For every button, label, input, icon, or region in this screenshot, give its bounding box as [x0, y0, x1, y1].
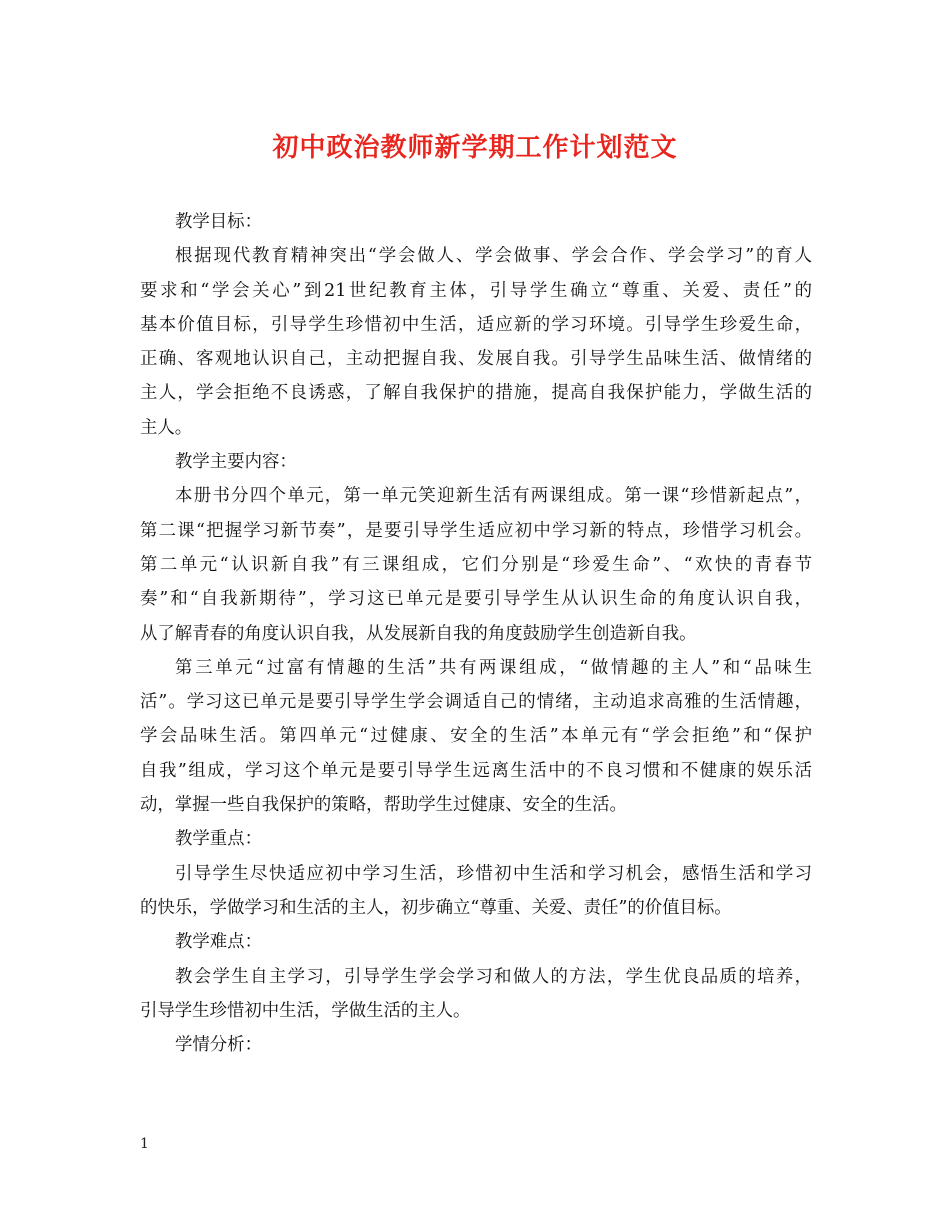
paragraph-line: 本册书分四个单元，第一单元笑迎新生活有两课组成。第一课“珍惜新起点”， — [175, 486, 812, 507]
document-body — [140, 205, 812, 1062]
paragraph-line: 主人，学会拒绝不良诱惑，了解自我保护的措施，提高自我保护能力，学做生活的 — [140, 383, 812, 404]
heading-key-points: 教学重点： — [175, 829, 262, 850]
paragraph-line: 引导学生珍惜初中生活，学做生活的主人。 — [140, 1000, 471, 1021]
document-title: 初中政治教师新学期工作计划范文 — [272, 133, 678, 163]
page-number: 1 — [140, 1136, 149, 1152]
paragraph-line: 动，掌握一些自我保护的策略，帮助学生过健康、安全的生活。 — [140, 795, 627, 816]
paragraph-line: 要求和“学会关心”到21世纪教育主体，引导学生确立“尊重、关爱、责任”的 — [140, 280, 812, 301]
heading-learning-analysis: 学情分析： — [175, 1035, 262, 1056]
paragraph-line: 的快乐，学做学习和生活的主人，初步确立“尊重、关爱、责任”的价值目标。 — [140, 897, 732, 918]
paragraph-line: 从了解青春的角度认识自我，从发展新自我的角度鼓励学生创造新自我。 — [140, 623, 697, 644]
paragraph-line: 基本价值目标，引导学生珍惜初中生活，适应新的学习环境。引导学生珍爱生命， — [140, 314, 812, 335]
paragraph-line: 自我”组成，学习这个单元是要引导学生远离生活中的不良习惯和不健康的娱乐活 — [140, 760, 812, 781]
paragraph-line: 学会品味生活。第四单元“过健康、安全的生活”本单元有“学会拒绝”和“保护 — [140, 726, 812, 747]
paragraph-line: 第三单元“过富有情趣的生活”共有两课组成，“做情趣的主人”和“品味生 — [175, 657, 812, 678]
paragraph-line: 活”。学习这已单元是要引导学生学会调适自己的情绪，主动追求高雅的生活情趣， — [140, 692, 812, 713]
paragraph-line: 正确、客观地认识自己，主动把握自我、发展自我。引导学生品味生活、做情绪的 — [140, 349, 812, 370]
paragraph-line: 引导学生尽快适应初中学习生活，珍惜初中生活和学习机会，感悟生活和学习 — [175, 863, 812, 884]
paragraph-line: 根据现代教育精神突出“学会做人、学会做事、学会合作、学会学习”的育人 — [175, 246, 812, 267]
paragraph-line: 第二课“把握学习新节奏”，是要引导学生适应初中学习新的特点，珍惜学习机会。 — [140, 520, 812, 541]
paragraph-line: 主人。 — [140, 417, 193, 438]
paragraph-line: 奏”和“自我新期待”，学习这已单元是要引导学生从认识生命的角度认识自我， — [140, 589, 812, 610]
heading-difficult-points: 教学难点： — [175, 932, 262, 953]
paragraph-line: 第二单元“认识新自我”有三课组成，它们分别是“珍爱生命”、“欢快的青春节 — [140, 554, 812, 575]
heading-teaching-goals: 教学目标： — [175, 212, 262, 232]
heading-main-content: 教学主要内容： — [175, 452, 297, 473]
paragraph-line: 教会学生自主学习，引导学生学会学习和做人的方法，学生优良品质的培养， — [175, 966, 812, 987]
